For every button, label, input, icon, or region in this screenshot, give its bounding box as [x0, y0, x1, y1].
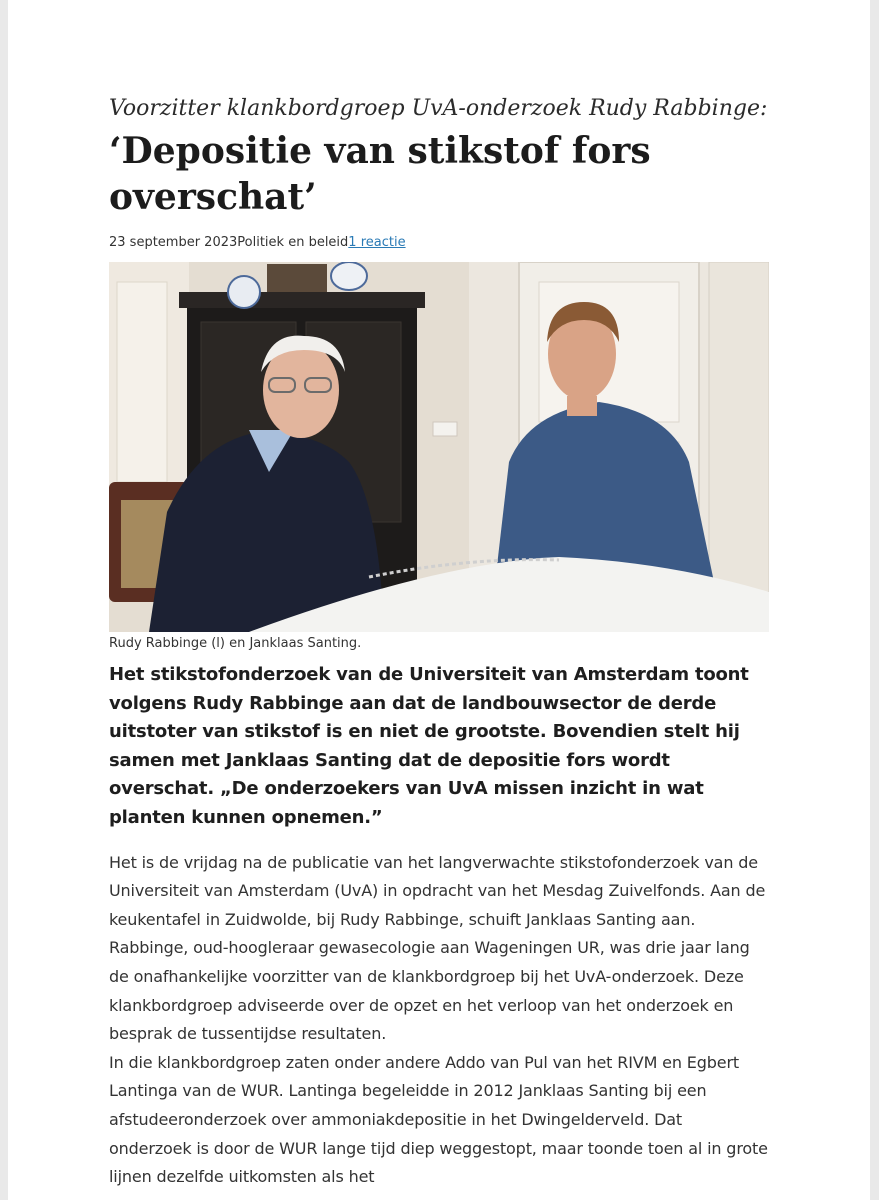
article-paragraph: Het is de vrijdag na de publicatie van het langverwachte stikstofonderzoek van de Universiteit van Amsterdam (UvA) in opdracht van het Mesdag Zuivelfonds. Aan de keukentafel in Zuidwolde, bij Rudy Rabbinge, schuift Janklaas Santing aan. Rabbinge, oud-hoogleraar gewasecologie aan Wageningen UR, was drie jaar lang de onafhankelijke voorzitter van de klankbordgroep bij het UvA-onderzoek. Deze klankbordgroep adviseerde over de opzet en het verloop van het onderzoek en besprak de tussentijdse resultaten. — [109, 852, 766, 1044]
article-content — [109, 96, 769, 1192]
article-page — [8, 0, 870, 1200]
article-body — [109, 849, 769, 1192]
article-meta — [109, 234, 769, 252]
article-title: ‘Depositie van stikstof fors overschat’ — [109, 130, 651, 218]
comments-link[interactable]: 1 reactie — [348, 235, 406, 250]
article-category[interactable]: Politiek en beleid — [237, 235, 349, 250]
photo-caption: Rudy Rabbinge (l) en Janklaas Santing. — [109, 636, 362, 651]
article-paragraph: In die klankbordgroep zaten onder andere Addo van Pul van het RIVM en Egbert Lantinga van de WUR. Lantinga begeleidde in 2012 Janklaas Santing bij een afstudeeronderzoek over ammoniakdepositie in het Dwingelderveld. Dat onderzoek is door de WUR lange tijd diep weggestopt, maar toonde toen al in grote lijnen dezelfde uitkomsten als het — [109, 1052, 768, 1187]
article-kicker: Voorzitter klankbordgroep UvA-onderzoek Rudy Rabbinge: — [109, 96, 768, 121]
photo-illustration — [109, 262, 769, 632]
article-lead: Het stikstofonderzoek van de Universiteit van Amsterdam toont volgens Rudy Rabbinge aan dat de landbouwsector de derde uitstoter van stikstof is en niet de grootste. Bovendien stelt hij samen met Janklaas Santing dat de depositie fors wordt overschat. „De onderzoekers van UvA missen inzicht in wat planten kunnen opnemen.” — [109, 664, 749, 828]
article-date: 23 september 2023 — [109, 235, 238, 250]
article-photo — [109, 262, 769, 632]
